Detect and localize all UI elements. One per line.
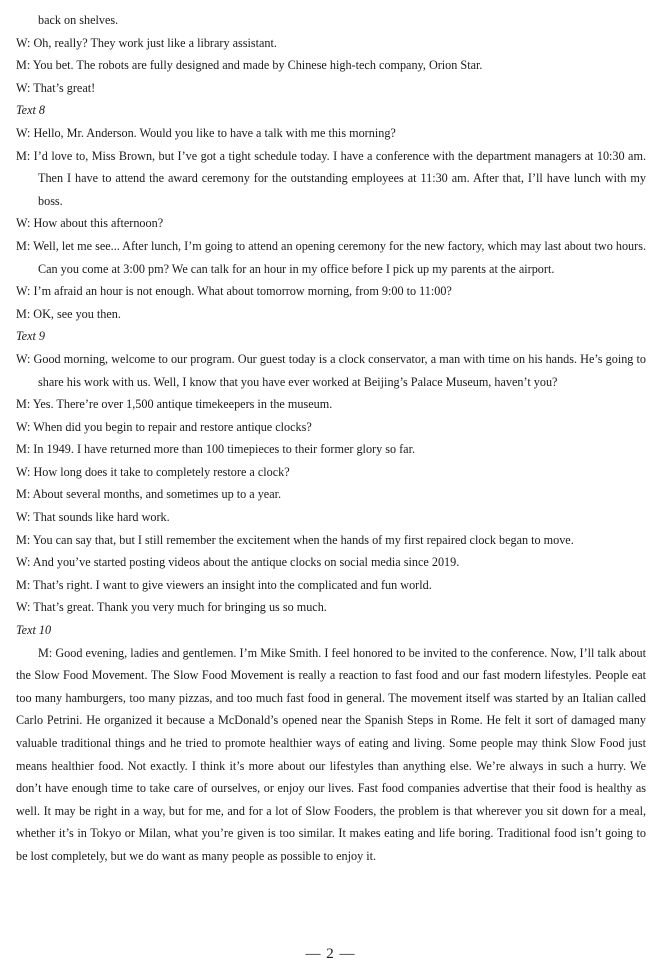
dialogue-line: W: That’s great. Thank you very much for bringing us so much.	[16, 600, 327, 615]
dialogue-line-continuation: back on shelves.	[38, 13, 119, 27]
dialogue-line: M: OK, see you then.	[16, 306, 121, 321]
dialogue-line: M: In 1949. I have returned more than 100 timepieces to their former glory so far.	[16, 442, 416, 457]
dialogue-line: W: How long does it take to completely restore a clock?	[16, 464, 290, 479]
monologue-paragraph: M: Good evening, ladies and gentlemen. I’m Mike Smith. I feel honored to be invited to the conference. Now, I’ll talk about the Slow Food Movement. The Slow Food Movement is really a reaction to fast food and our fast modern lifestyles. People eat too many hamburgers, too many pizzas, and too much fast food in general. The movement itself was started by an Italian called Carlo Petrini. He organized it because a McDonald’s opened near the Spanish Steps in Rome. He felt it sort of damaged many valuable traditional things and he tried to promote healthier ways of eating and living. Some people may think Slow Food just means healthier food. Not exactly. I think it’s more about our lifestyles than anything else. We’re always in such a hurry. We don’t have enough time to take care of ourselves, or enjoy our lives. Fast food companies advertise that their food is healthy as well. It may be right in a way, but for me, and for a lot of Slow Fooders, the problem is that wherever you sit down for a meal, whether it’s in Tokyo or Milan, what you’re given is too similar. It makes eating and life boring. Traditional food isn’t going to be lost completely, but we do want as many people as possible to enjoy it.	[16, 645, 646, 863]
dialogue-line: M: You can say that, but I still remember the excitement when the hands of my first repaired clock began to move.	[16, 532, 574, 547]
page-number: — 2 —	[305, 946, 356, 962]
dialogue-line: M: That’s right. I want to give viewers an insight into the complicated and fun world.	[16, 577, 432, 592]
dialogue-line: W: And you’ve started posting videos about the antique clocks on social media since 2019.	[16, 555, 460, 570]
dialogue-line: M: Yes. There’re over 1,500 antique timekeepers in the museum.	[16, 397, 333, 412]
dialogue-line: M: You bet. The robots are fully designed and made by Chinese high-tech company, Orion Star.	[16, 58, 483, 73]
dialogue-line: W: Hello, Mr. Anderson. Would you like to have a talk with me this morning?	[16, 125, 396, 140]
document-page	[16, 9, 646, 868]
dialogue-line: W: Oh, really? They work just like a library assistant.	[16, 35, 277, 50]
section-heading-text-9: Text 9	[16, 329, 46, 344]
dialogue-line: M: Well, let me see... After lunch, I’m going to attend an opening ceremony for the new factory, which may last about two hours. Can you come at 3:00 pm? We can talk for an hour in my office before I pick up my parents at the airport.	[16, 238, 646, 276]
dialogue-line: M: I’d love to, Miss Brown, but I’ve got a tight schedule today. I have a conference with the department managers at 10:30 am. Then I have to attend the award ceremony for the outstanding employees at 11:30 am. After that, I’ll have lunch with my boss.	[16, 148, 646, 208]
dialogue-line: W: How about this afternoon?	[16, 216, 164, 231]
section-heading-text-8: Text 8	[16, 103, 46, 118]
dialogue-line: W: That’s great!	[16, 80, 96, 95]
dialogue-line: W: Good morning, welcome to our program. Our guest today is a clock conservator, a man with time on his hands. He’s going to share his work with us. Well, I know that you have ever worked at Beijing’s Palace Museum, haven’t you?	[16, 351, 646, 389]
dialogue-line: W: That sounds like hard work.	[16, 510, 170, 525]
dialogue-line: W: When did you begin to repair and restore antique clocks?	[16, 419, 312, 434]
section-heading-text-10: Text 10	[16, 623, 52, 638]
dialogue-line: M: About several months, and sometimes up to a year.	[16, 487, 282, 502]
dialogue-line: W: I’m afraid an hour is not enough. What about tomorrow morning, from 9:00 to 11:00?	[16, 284, 452, 299]
